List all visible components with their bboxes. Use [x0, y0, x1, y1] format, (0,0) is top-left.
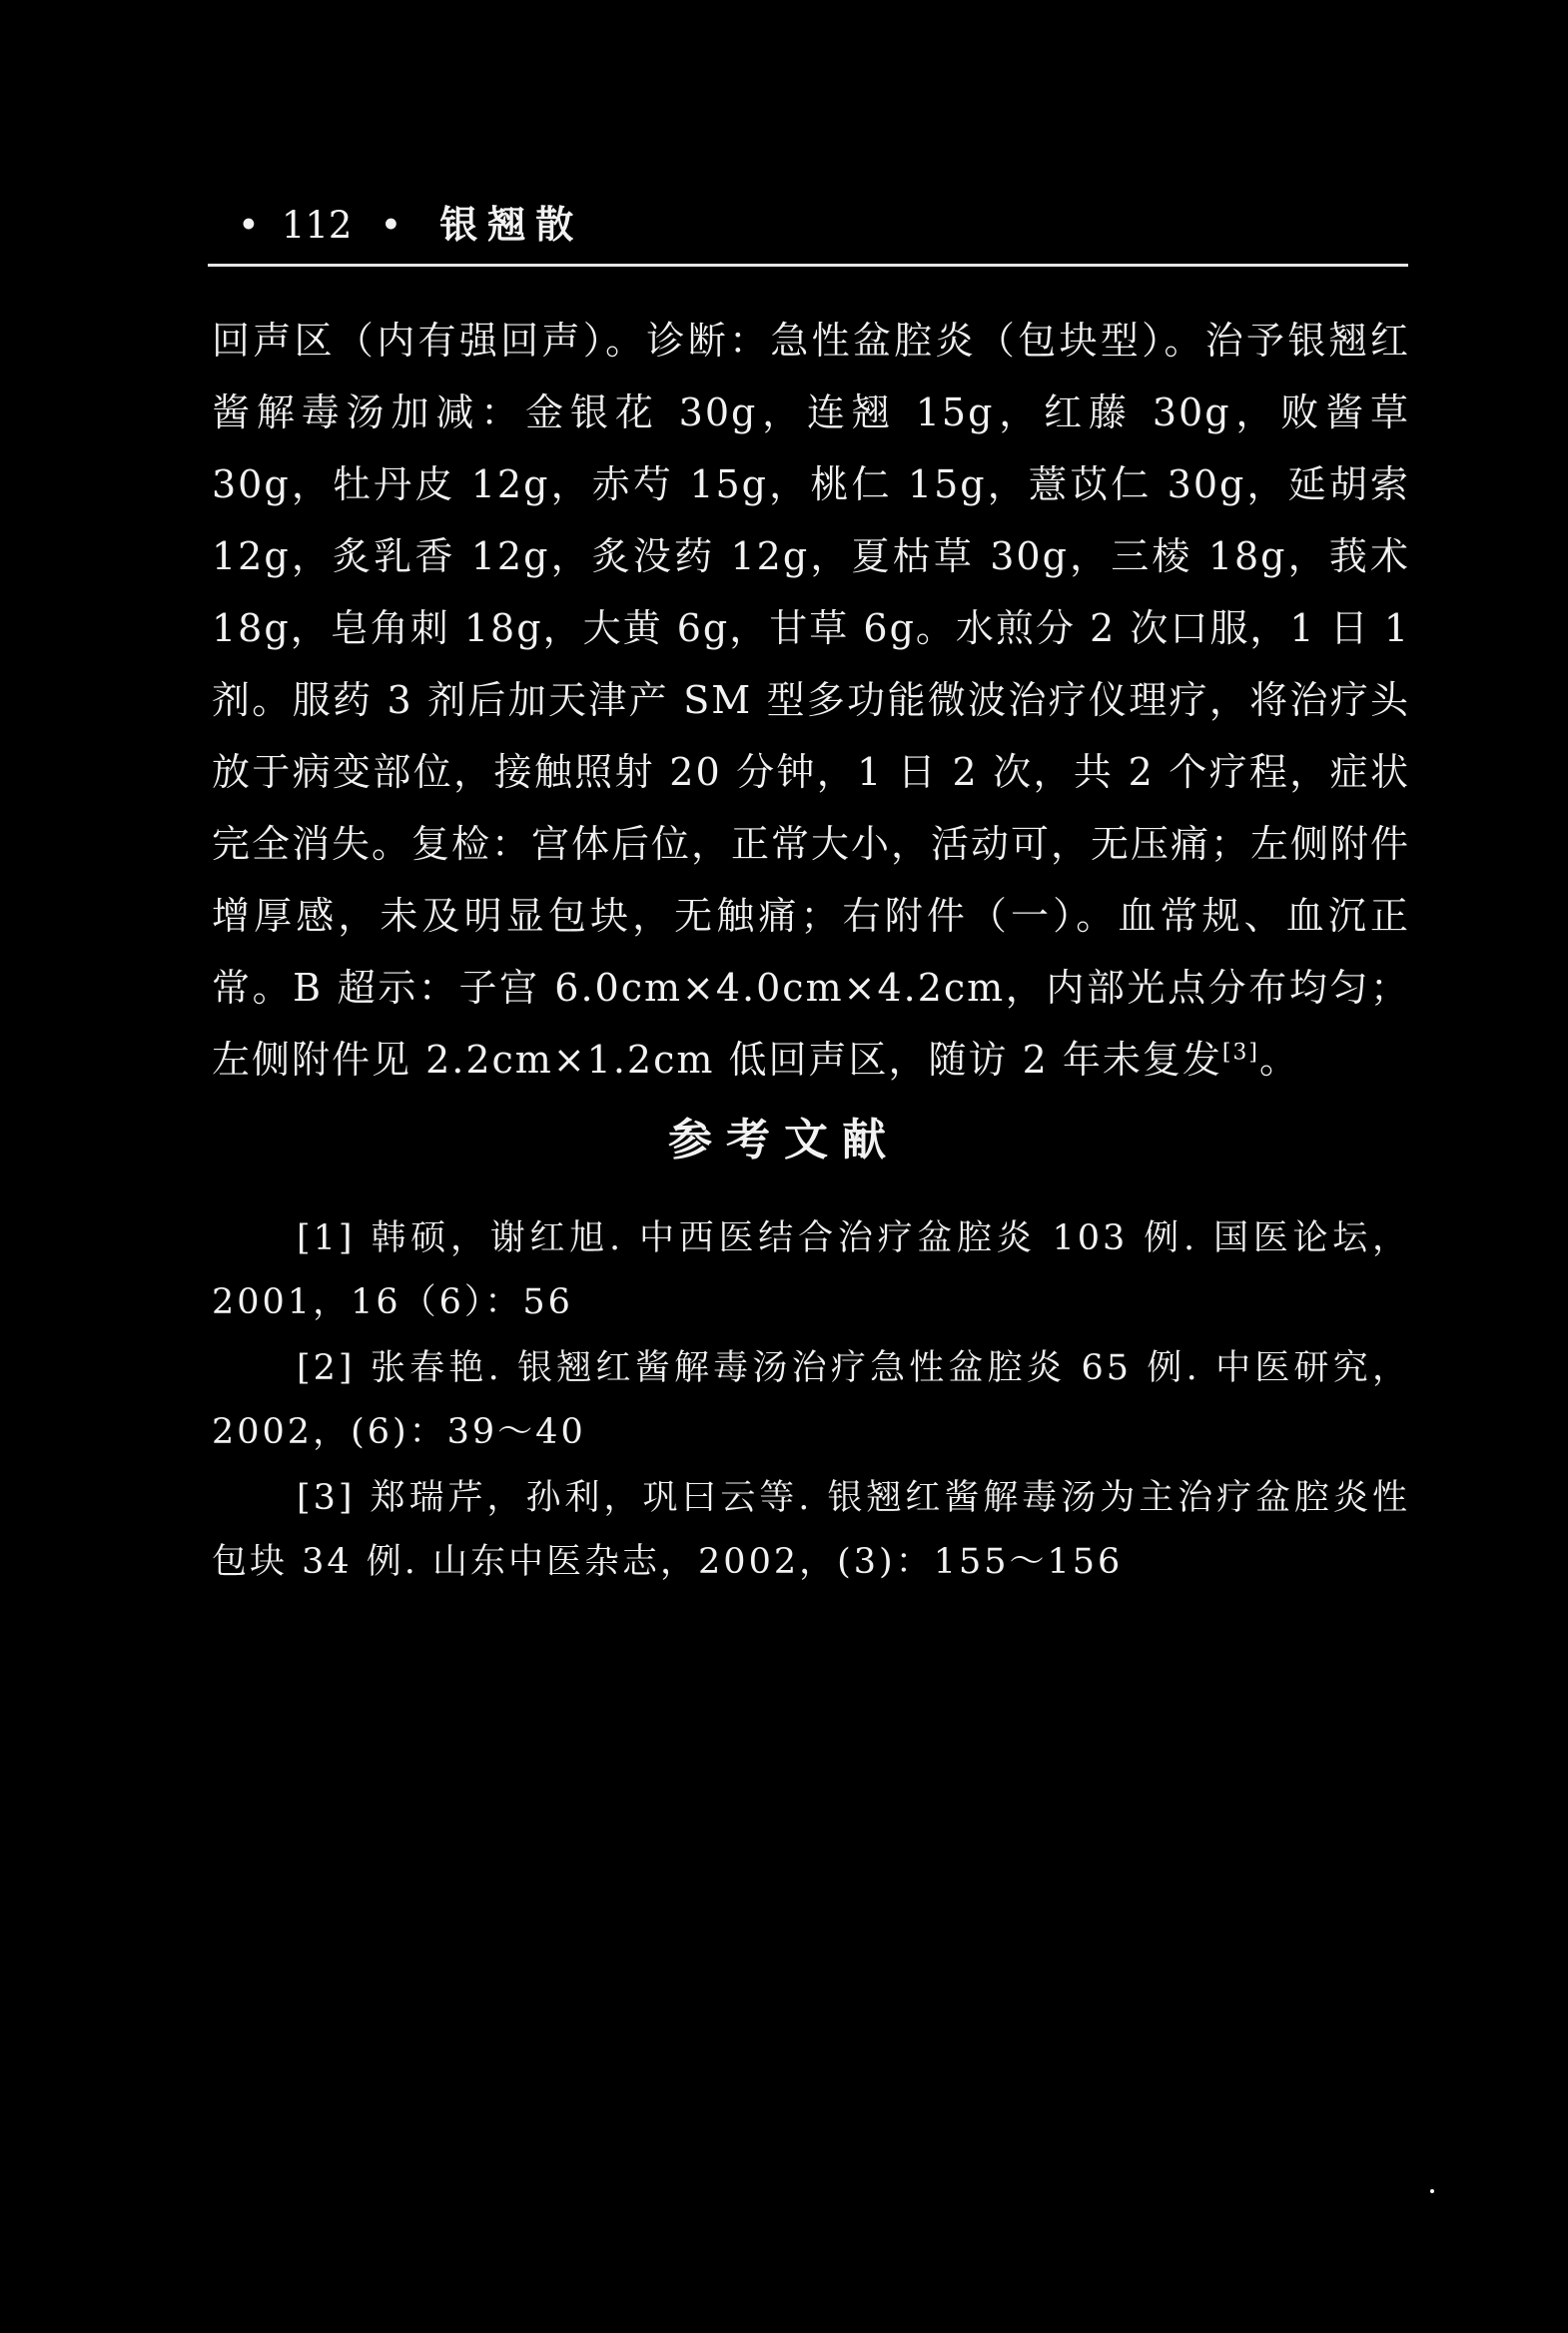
running-title: 银翘散: [439, 202, 584, 247]
references-list: [212, 1206, 1410, 1596]
paragraph-end: 。: [1259, 1038, 1300, 1082]
reference-item-1: [1] 韩硕，谢红旭. 中西医结合治疗盆腔炎 103 例. 国医论坛，2001，16（6）：56: [212, 1218, 1410, 1322]
header-bullet-left: •: [238, 204, 260, 247]
page-number: 112: [281, 204, 353, 247]
page-header: [208, 195, 1406, 255]
references-heading: 参考文献: [668, 1115, 900, 1166]
scan-speck: [1430, 2189, 1434, 2193]
header-rule: [208, 264, 1408, 267]
paragraph-text: 回声区（内有强回声）。诊断：急性盆腔炎（包块型）。治予银翘红酱解毒汤加减：金银花 30g，连翘 15g，红藤 30g，败酱草 30g，牡丹皮 12g，赤芍 15g，桃仁 15g，薏苡仁 30g，延胡索 12g，炙乳香 12g，炙没药 12g，夏枯草 30g，三棱 18g，莪术 18g，皂角刺 18g，大黄 6g，甘草 6g。水煎分 2 次口服，1 日 1 剂。服药 3 剂后加天津产 SM 型多功能微波治疗仪理疗，将治疗头放于病变部位，接触照射 20 分钟，1 日 2 次，共 2 个疗程，症状完全消失。复检：宫体后位，正常大小，活动可，无压痛；左侧附件增厚感，未及明显包块，无触痛；右附件（一）。血常规、血沉正常。B 超示：子宫 6.0cm×4.0cm×4.2cm，内部光点分布均匀；左侧附件见 2.2cm×1.2cm 低回声区，随访 2 年未复发: [212, 319, 1411, 1082]
reference-item-3: [3] 郑瑞芹，孙利，巩曰云等. 银翘红酱解毒汤为主治疗盆腔炎性包块 34 例. 山东中医杂志，2002，(3)：155～156: [212, 1478, 1410, 1582]
reference-item-2: [2] 张春艳. 银翘红酱解毒汤治疗急性盆腔炎 65 例. 中医研究，2002，(6)：39～40: [212, 1348, 1410, 1452]
citation-marker: [3]: [1221, 1040, 1260, 1066]
body-text: [212, 305, 1410, 1096]
header-bullet-right: •: [380, 204, 402, 247]
body-paragraph: [212, 305, 1410, 1096]
